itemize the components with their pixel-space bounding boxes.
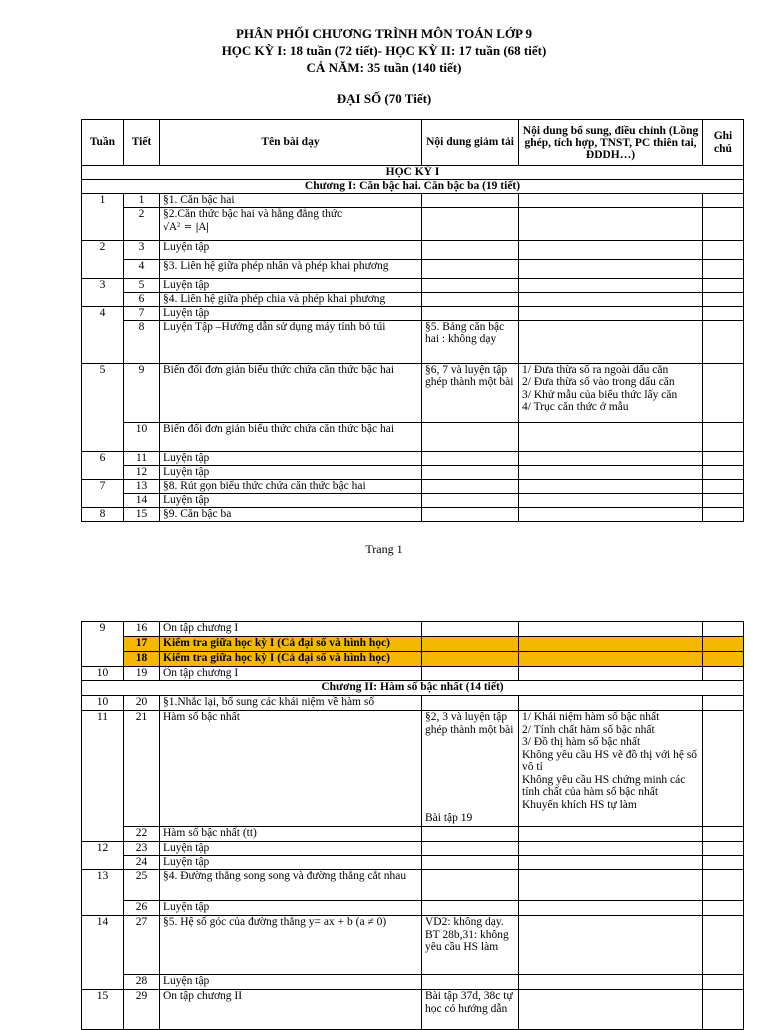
period-cell: 22 — [124, 827, 160, 842]
reduced-cell — [422, 207, 519, 240]
extra-cell — [519, 207, 703, 240]
reduced-cell — [422, 292, 519, 306]
note-cell — [703, 637, 744, 652]
note-cell — [703, 259, 744, 278]
lesson-cell: §5. Hệ số góc của đường thẳng y= ax + b (a ≠ 0) — [160, 916, 422, 975]
table-row — [82, 363, 744, 422]
reduced-cell: VD2: không dạy. BT 28b,31: không yêu cầu HS làm — [422, 916, 519, 975]
note-cell — [703, 975, 744, 990]
lesson-cell: Ôn tập chương II — [160, 990, 422, 1030]
chapter-row — [82, 179, 744, 193]
period-cell: 26 — [124, 901, 160, 916]
extra-line: 3/ Khử mẫu của biểu thức lấy căn — [522, 388, 678, 401]
period-cell: 18 — [124, 652, 160, 667]
period-cell: 10 — [124, 422, 160, 451]
lesson-cell: Luyện tập — [160, 278, 422, 292]
lesson-cell: Luyện tập — [160, 901, 422, 916]
table-row-highlighted — [82, 652, 744, 667]
period-cell: 28 — [124, 975, 160, 990]
period-cell: 23 — [124, 842, 160, 856]
semester-summary: HỌC KỲ I: 18 tuần (72 tiết)- HỌC KỲ II: 17 tuần (68 tiết) — [221, 43, 547, 58]
lesson-text: §2.Căn thức bậc hai và hằng đẳng thức — [163, 207, 343, 220]
reduced-cell — [422, 493, 519, 507]
table-row — [82, 451, 744, 465]
reduced-cell — [422, 827, 519, 842]
period-cell: 21 — [124, 711, 160, 827]
extra-cell — [519, 711, 703, 827]
lesson-cell: §9. Căn bậc ba — [160, 507, 422, 521]
week-cell: 12 — [82, 842, 124, 870]
lesson-cell: Hàm số bậc nhất — [160, 711, 422, 827]
table-row — [82, 667, 744, 681]
reduced-cell — [422, 652, 519, 667]
extra-cell — [519, 622, 703, 637]
extra-cell — [519, 363, 703, 422]
table-row — [82, 422, 744, 451]
note-cell — [703, 711, 744, 827]
extra-line: 2/ Đưa thừa số vào trong dấu căn — [522, 376, 675, 388]
extra-line: 4/ Trục căn thức ở mẫu — [522, 401, 629, 413]
reduced-cell — [422, 696, 519, 711]
table-row — [82, 493, 744, 507]
lesson-cell: Luyện Tập –Hướng dẫn sử dụng máy tính bỏ túi — [160, 320, 422, 363]
note-cell — [703, 856, 744, 870]
table-row — [82, 916, 744, 975]
lesson-cell: Luyện tập — [160, 240, 422, 259]
table-row — [82, 306, 744, 320]
extra-line: Khuyến khích HS tự làm — [522, 798, 637, 811]
extra-cell — [519, 278, 703, 292]
table-row — [82, 465, 744, 479]
reduced-cell — [422, 306, 519, 320]
table-row — [82, 696, 744, 711]
period-cell: 7 — [124, 306, 160, 320]
note-cell — [703, 207, 744, 240]
extra-cell — [519, 292, 703, 306]
note-cell — [703, 901, 744, 916]
reduced-cell — [422, 193, 519, 207]
reduced-cell — [422, 975, 519, 990]
note-cell — [703, 696, 744, 711]
extra-cell — [519, 320, 703, 363]
table-row — [82, 507, 744, 521]
lesson-cell: Ôn tập chương I — [160, 622, 422, 637]
period-cell: 13 — [124, 479, 160, 493]
period-cell: 9 — [124, 363, 160, 422]
reduced-cell: Bài tập 37d, 38c tự học có hướng dẫn — [422, 990, 519, 1030]
note-cell — [703, 507, 744, 521]
period-cell: 17 — [124, 637, 160, 652]
table-row — [82, 901, 744, 916]
lesson-cell: Ôn tập chương I — [160, 667, 422, 681]
note-cell — [703, 622, 744, 637]
period-cell: 27 — [124, 916, 160, 975]
period-cell: 1 — [124, 193, 160, 207]
table-row — [82, 870, 744, 901]
extra-cell — [519, 827, 703, 842]
reduced-exercise: Bài tập 19 — [425, 811, 473, 824]
extra-cell — [519, 193, 703, 207]
week-cell: 10 — [82, 696, 124, 711]
doc-title: PHÂN PHỐI CHƯƠNG TRÌNH MÔN TOÁN LỚP 9 — [235, 26, 532, 41]
lesson-cell: Luyện tập — [160, 451, 422, 465]
period-cell: 6 — [124, 292, 160, 306]
week-cell: 6 — [82, 451, 124, 479]
week-cell: 3 — [82, 278, 124, 306]
note-cell — [703, 842, 744, 856]
reduced-cell — [422, 259, 519, 278]
table-row — [82, 827, 744, 842]
extra-cell — [519, 493, 703, 507]
period-cell: 2 — [124, 207, 160, 240]
period-cell: 11 — [124, 451, 160, 465]
reduced-cell — [422, 637, 519, 652]
section-title: ĐẠI SỐ (70 Tiết) — [336, 91, 432, 106]
chapter-2-label: Chương II: Hàm số bậc nhất (14 tiết) — [82, 681, 744, 696]
reduced-cell — [422, 622, 519, 637]
reduced-cell — [422, 870, 519, 901]
reduced-cell — [422, 240, 519, 259]
lesson-cell: Biến đổi đơn giản biểu thức chứa căn thức bậc hai — [160, 363, 422, 422]
table-row — [82, 711, 744, 827]
extra-cell — [519, 637, 703, 652]
col-reduced: Nội dung giảm tải — [422, 120, 519, 166]
note-cell — [703, 240, 744, 259]
extra-cell — [519, 916, 703, 975]
week-cell: 7 — [82, 479, 124, 507]
semester-row — [82, 166, 744, 180]
reduced-cell — [422, 465, 519, 479]
reduced-cell — [422, 856, 519, 870]
page-number: Trang 1 — [365, 542, 403, 556]
extra-line: Không yêu cầu HS chứng minh các tính chất của hàm số bậc nhất — [522, 773, 686, 798]
table-row-highlighted — [82, 637, 744, 652]
week-cell: 4 — [82, 306, 124, 363]
note-cell — [703, 493, 744, 507]
lesson-cell: Hàm số bậc nhất (tt) — [160, 827, 422, 842]
week-cell: 11 — [82, 711, 124, 842]
period-cell: 19 — [124, 667, 160, 681]
note-cell — [703, 652, 744, 667]
lesson-cell: Luyện tập — [160, 465, 422, 479]
extra-line: 3/ Đồ thị hàm số bậc nhất — [522, 736, 641, 748]
note-cell — [703, 306, 744, 320]
lesson-cell — [160, 207, 422, 240]
period-cell: 12 — [124, 465, 160, 479]
extra-cell — [519, 652, 703, 667]
lesson-cell: Kiểm tra giữa học kỳ I (Cả đại số và hình học) — [160, 652, 422, 667]
extra-cell — [519, 240, 703, 259]
note-cell — [703, 193, 744, 207]
extra-cell — [519, 842, 703, 856]
extra-line: Không yêu cầu HS vẽ đồ thị với hệ số vô tỉ — [522, 748, 698, 773]
reduced-cell — [422, 667, 519, 681]
period-cell: 5 — [124, 278, 160, 292]
chapter-1-label: Chương I: Căn bậc hai. Căn bậc ba (19 tiết) — [82, 179, 744, 193]
note-cell — [703, 451, 744, 465]
table-row — [82, 292, 744, 306]
table-row — [82, 207, 744, 240]
table-row — [82, 278, 744, 292]
note-cell — [703, 479, 744, 493]
week-cell: 10 — [82, 667, 124, 681]
period-cell: 8 — [124, 320, 160, 363]
reduced-cell — [422, 422, 519, 451]
lesson-cell: Luyện tập — [160, 842, 422, 856]
extra-cell — [519, 479, 703, 493]
note-cell — [703, 870, 744, 901]
col-week: Tuần — [82, 120, 124, 166]
year-summary: CẢ NĂM: 35 tuần (140 tiết) — [306, 60, 462, 75]
table-row — [82, 975, 744, 990]
reduced-cell — [422, 278, 519, 292]
period-cell: 16 — [124, 622, 160, 637]
extra-line: 2/ Tính chất hàm số bậc nhất — [522, 723, 655, 736]
note-cell — [703, 465, 744, 479]
semester-label: HỌC KỲ I — [82, 166, 744, 180]
lesson-cell: §1. Căn bậc hai — [160, 193, 422, 207]
reduced-cell — [422, 479, 519, 493]
extra-line: 1/ Đưa thừa số ra ngoài dấu căn — [522, 363, 669, 376]
extra-cell — [519, 259, 703, 278]
extra-cell — [519, 901, 703, 916]
table-row — [82, 842, 744, 856]
reduced-cell — [422, 711, 519, 827]
table-row — [82, 320, 744, 363]
table-row — [82, 259, 744, 278]
schedule-table-page-1 — [81, 119, 744, 522]
lesson-cell: Kiểm tra giữa học kỳ I (Cả đại số và hình học) — [160, 637, 422, 652]
reduced-cell — [422, 451, 519, 465]
extra-cell — [519, 306, 703, 320]
lesson-cell: Luyện tập — [160, 856, 422, 870]
col-note: Ghi chú — [703, 120, 744, 166]
lesson-cell: §3. Liên hệ giữa phép nhân và phép khai phương — [160, 259, 422, 278]
table-row — [82, 622, 744, 637]
note-cell — [703, 422, 744, 451]
week-cell: 1 — [82, 193, 124, 240]
week-cell: 2 — [82, 240, 124, 278]
lesson-cell: Luyện tập — [160, 493, 422, 507]
table-row — [82, 856, 744, 870]
table-row — [82, 240, 744, 259]
week-cell: 5 — [82, 363, 124, 451]
period-cell: 4 — [124, 259, 160, 278]
week-cell: 14 — [82, 916, 124, 990]
chapter-row — [82, 681, 744, 696]
lesson-cell: Luyện tập — [160, 306, 422, 320]
col-lesson: Tên bài dạy — [160, 120, 422, 166]
note-cell — [703, 827, 744, 842]
period-cell: 14 — [124, 493, 160, 507]
extra-cell — [519, 451, 703, 465]
period-cell: 20 — [124, 696, 160, 711]
note-cell — [703, 916, 744, 975]
schedule-table-page-2 — [81, 621, 744, 1030]
week-cell: 9 — [82, 622, 124, 667]
table-header-row — [82, 120, 744, 166]
lesson-cell: §4. Liên hệ giữa phép chia và phép khai phương — [160, 292, 422, 306]
note-cell — [703, 278, 744, 292]
period-cell: 3 — [124, 240, 160, 259]
extra-cell — [519, 465, 703, 479]
col-period: Tiết — [124, 120, 160, 166]
reduced-text: §2, 3 và luyện tập ghép thành một bài — [425, 711, 514, 736]
week-cell: 8 — [82, 507, 124, 521]
extra-cell — [519, 870, 703, 901]
lesson-cell: §8. Rút gọn biểu thức chứa căn thức bậc hai — [160, 479, 422, 493]
lesson-cell: Luyện tập — [160, 975, 422, 990]
period-cell: 15 — [124, 507, 160, 521]
extra-cell — [519, 975, 703, 990]
extra-cell — [519, 667, 703, 681]
note-cell — [703, 320, 744, 363]
reduced-cell — [422, 901, 519, 916]
lesson-cell: §1.Nhắc lại, bổ sung các khái niệm về hàm số — [160, 696, 422, 711]
period-cell: 25 — [124, 870, 160, 901]
week-cell: 15 — [82, 990, 124, 1030]
extra-cell — [519, 422, 703, 451]
extra-cell — [519, 507, 703, 521]
extra-cell — [519, 856, 703, 870]
period-cell: 29 — [124, 990, 160, 1030]
reduced-cell — [422, 507, 519, 521]
extra-line: 1/ Khái niệm hàm số bậc nhất — [522, 711, 660, 723]
col-extra: Nội dung bổ sung, điều chỉnh (Lồng ghép, tích hợp, TNST, PC thiên tai, ĐDDH…) — [519, 120, 703, 166]
note-cell — [703, 667, 744, 681]
note-cell — [703, 292, 744, 306]
table-row — [82, 479, 744, 493]
table-row — [82, 193, 744, 207]
note-cell — [703, 363, 744, 422]
reduced-cell — [422, 842, 519, 856]
week-cell: 13 — [82, 870, 124, 916]
period-cell: 24 — [124, 856, 160, 870]
extra-cell — [519, 696, 703, 711]
formula: √A² = |A| — [163, 222, 210, 233]
lesson-cell: Biến đổi đơn giản biểu thức chứa căn thức bậc hai — [160, 422, 422, 451]
reduced-cell: §6, 7 và luyện tập ghép thành một bài — [422, 363, 519, 422]
reduced-cell: §5. Bảng căn bậc hai : không dạy — [422, 320, 519, 363]
lesson-cell: §4. Đường thẳng song song và đường thẳng cắt nhau — [160, 870, 422, 901]
